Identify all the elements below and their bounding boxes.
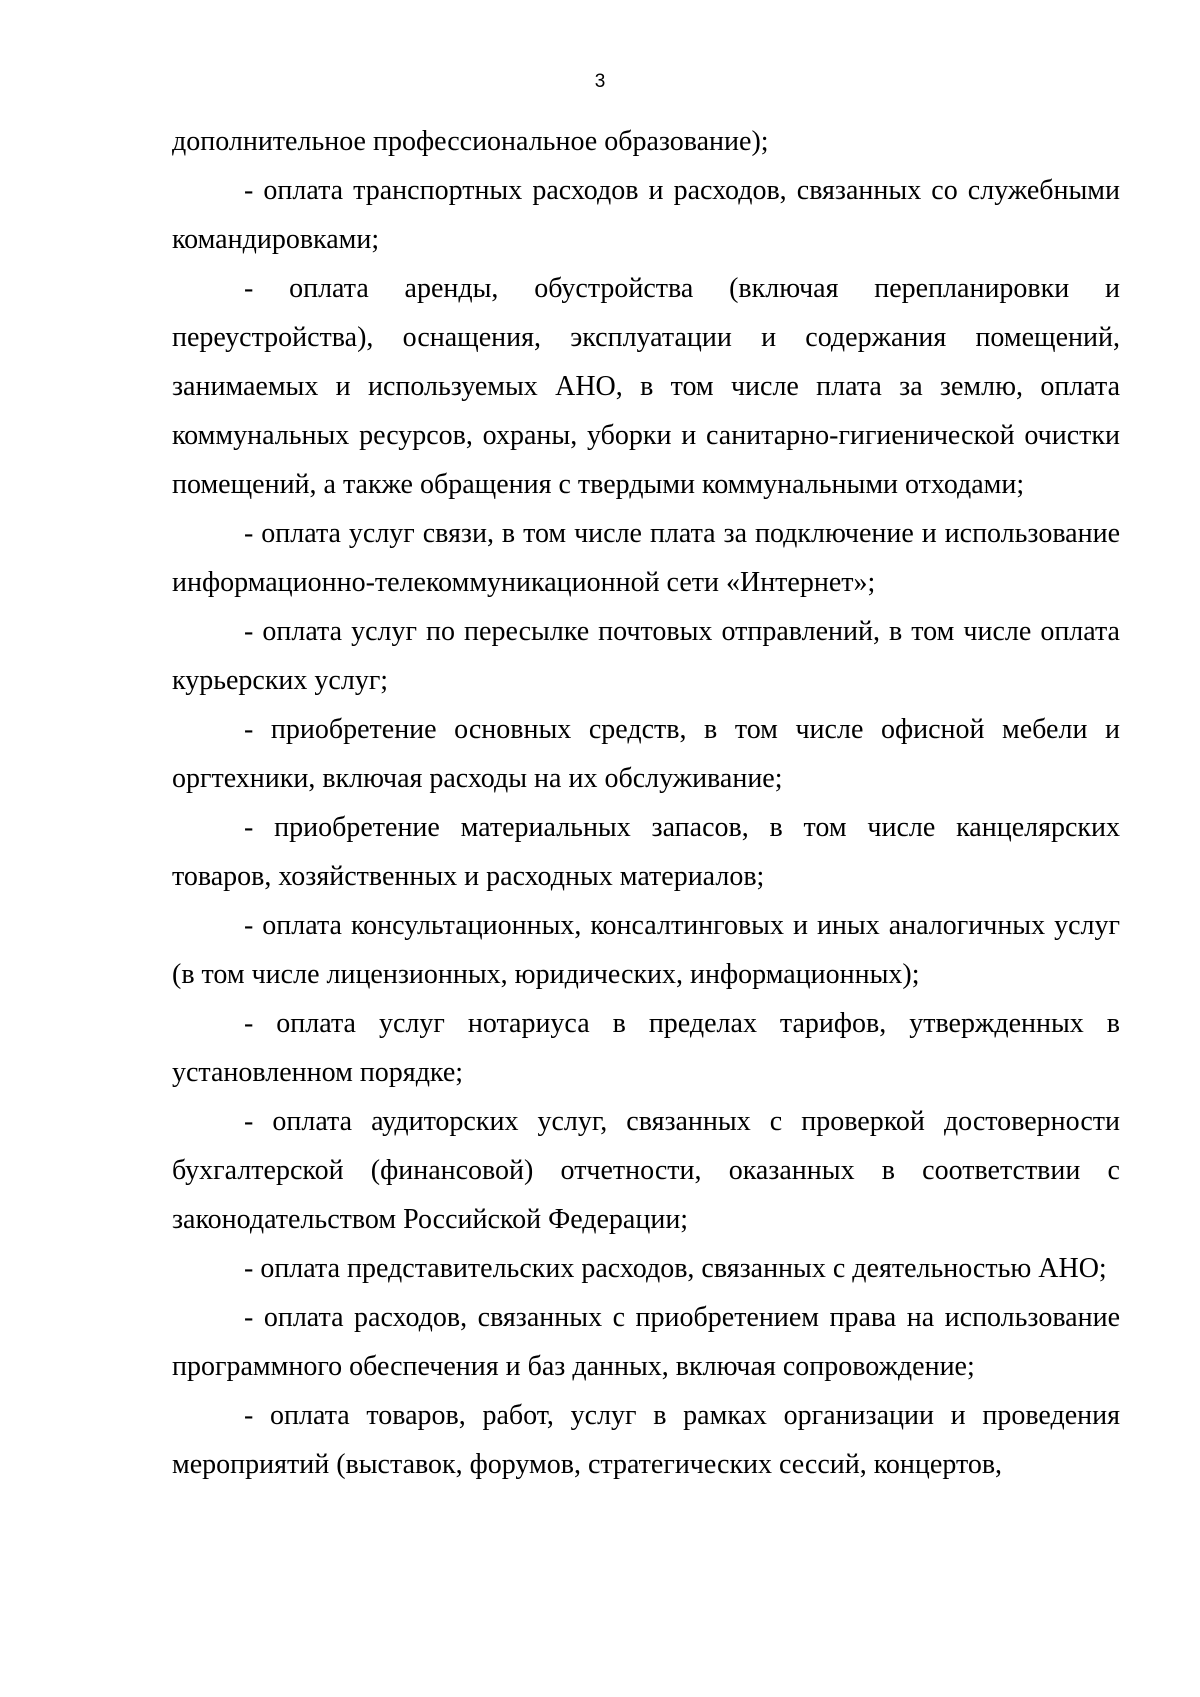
list-item-consulting-services: - оплата консультационных, консалтинговых и иных аналогичных услуг (в том числе лицензионных, юридических, информационных); [172,910,1120,990]
list-item-material-supplies: - приобретение материальных запасов, в том числе канцелярских товаров, хозяйственных и расходных материалов; [172,812,1120,892]
list-item-communication-services: - оплата услуг связи, в том числе плата за подключение и использование информационно-телекоммуникационной сети «Интернет»; [172,518,1120,598]
list-item-premises-rent: - оплата аренды, обустройства (включая перепланировки и переустройства), оснащения, эксплуатации и содержания помещений, занимаемых и используемых АНО, в том числе плата за землю, оплата коммунальных ресурсов, охраны, уборки и санитарно-гигиенической очистки помещений, а также обращения с твердыми коммунальными отходами; [172,273,1120,500]
page-number: 3 [594,71,606,92]
paragraph-continuation: дополнительное профессиональное образование); [172,126,769,157]
list-item-representation-expenses: - оплата представительских расходов, связанных с деятельностью АНО; [244,1253,1107,1284]
list-item-postal-services: - оплата услуг по пересылке почтовых отправлений, в том числе оплата курьерских услуг; [172,616,1120,696]
list-item-software-licenses: - оплата расходов, связанных с приобретением права на использование программного обеспечения и баз данных, включая сопровождение; [172,1302,1120,1382]
list-item-transport-expenses: - оплата транспортных расходов и расходов, связанных со служебными командировками; [172,175,1120,255]
document-body [172,117,1120,1489]
list-item-notary-services: - оплата услуг нотариуса в пределах тарифов, утвержденных в установленном порядке; [172,1008,1120,1088]
list-item-audit-services: - оплата аудиторских услуг, связанных с проверкой достоверности бухгалтерской (финансовой) отчетности, оказанных в соответствии с законодательством Российской Федерации; [172,1106,1120,1235]
list-item-events: - оплата товаров, работ, услуг в рамках организации и проведения мероприятий (выставок, форумов, стратегических сессий, концертов, [172,1400,1120,1480]
list-item-fixed-assets: - приобретение основных средств, в том числе офисной мебели и оргтехники, включая расходы на их обслуживание; [172,714,1120,794]
